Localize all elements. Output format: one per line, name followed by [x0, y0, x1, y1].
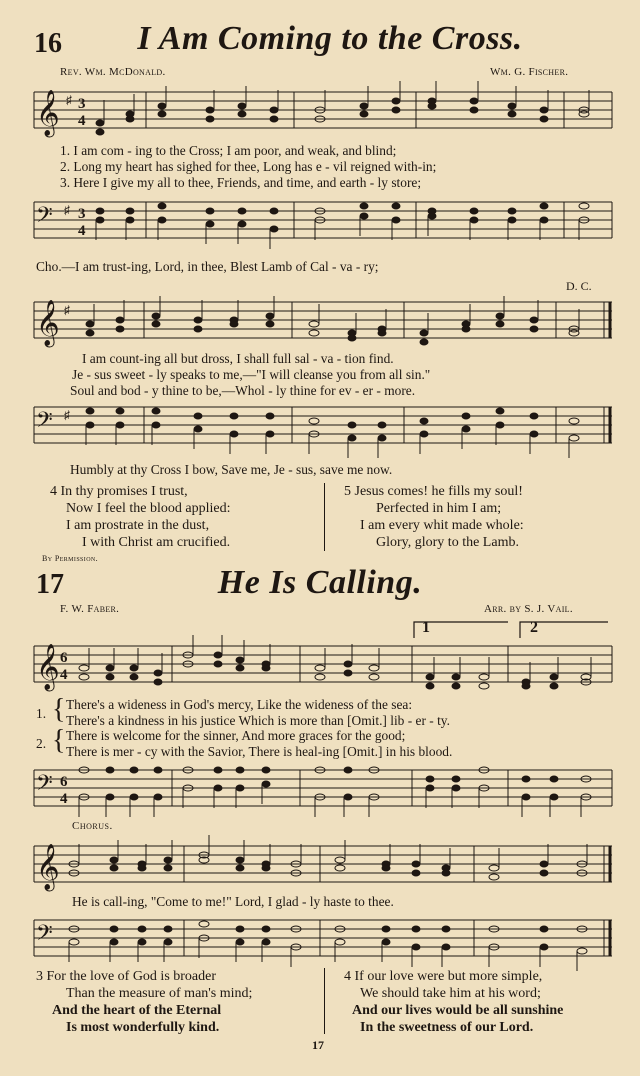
hymn-16-verse-5-line-1: 5 Jesus comes! he fills my soul!: [344, 484, 523, 499]
svg-text:4: 4: [78, 113, 86, 129]
svg-text:♯: ♯: [64, 408, 70, 422]
hymn-17-chorus-label: Chorus.: [72, 820, 113, 832]
hymn-17-author: F. W. Faber.: [60, 603, 120, 615]
hymn-16-title: I Am Coming to the Cross.: [137, 20, 523, 57]
svg-text:6: 6: [60, 774, 68, 790]
hymn-17-composer: Arr. by S. J. Vail.: [484, 603, 573, 615]
svg-text:3: 3: [78, 206, 86, 222]
hymn-17-verse-3-line-2: Than the measure of man's mind;: [66, 986, 253, 1001]
hymn-16-verse-5-line-2: Perfected in him I am;: [376, 501, 502, 516]
svg-text:♯: ♯: [66, 93, 72, 107]
hymn-17-lyric-line-1: There's a wideness in God's mercy, Like the wideness of the sea:: [66, 697, 413, 712]
hymn-16-system-2-bass-staff: [34, 405, 612, 451]
hymn-17-verse-3-line-1: 3 For the love of God is broader: [36, 969, 217, 984]
hymn-16-system-2-verse-2: Je - sus sweet - ly speaks to me,—"I will cleanse you from all sin.": [72, 367, 431, 382]
hymn-17-verse-3-line-4: Is most wonderfully kind.: [66, 1020, 220, 1035]
svg-text:♯: ♯: [64, 203, 70, 217]
svg-text:4: 4: [60, 667, 68, 683]
svg-text:3: 3: [78, 96, 86, 112]
hymn-17-second-ending: 2: [530, 619, 538, 636]
hymn-16-verse-4-line-2: Now I feel the blood applied:: [66, 501, 231, 516]
hymn-16-system-1-treble-staff: [34, 90, 612, 136]
hymn-16-verse-5-line-4: Glory, glory to the Lamb.: [376, 535, 519, 550]
svg-text:𝄞: 𝄞: [36, 300, 60, 346]
hymn-17-verse-1-brace: {: [52, 694, 66, 725]
hymn-16-system-2-verse-1: I am count-ing all but dross, I shall full sal - va - tion find.: [82, 351, 394, 366]
hymn-17-chorus-bass-staff: [34, 918, 612, 964]
hymn-16-dc-mark: D. C.: [566, 279, 592, 293]
hymn-16-verse-divider: [324, 483, 325, 551]
hymn-17-verse-4-line-2: We should take him at his word;: [360, 986, 541, 1001]
hymn-17-first-ending: 1: [422, 619, 430, 636]
hymn-17-system-1-bass-staff: [34, 768, 612, 814]
hymn-17-chorus-lyric: He is call-ing, "Come to me!" Lord, I glad - ly haste to thee.: [72, 894, 394, 909]
hymn-16-system-2-treble-staff: [34, 300, 612, 346]
hymn-17-ending-brackets: [412, 618, 612, 640]
hymn-16-verse-5-line-3: I am every whit made whole:: [360, 518, 524, 533]
hymn-16-verse-4: [50, 483, 230, 551]
svg-text:𝄢: 𝄢: [36, 203, 53, 233]
hymn-16-system-2-verse-3: Soul and bod - y thine to be,—Whol - ly thine for ev - er - more.: [70, 383, 416, 398]
hymn-17-verse-3-line-3: And the heart of the Eternal: [52, 1003, 222, 1018]
hymn-17-verse-divider: [324, 968, 325, 1034]
hymn-17-title: He Is Calling.: [217, 564, 423, 601]
hymn-17-verse-3: [36, 968, 252, 1036]
svg-text:𝄢: 𝄢: [36, 921, 53, 951]
hymn-16-verse-4-line-4: I with Christ am crucified.: [82, 535, 231, 550]
hymn-17-verse-1-mark: 1.: [36, 706, 47, 721]
hymn-17-verse-4-line-4: In the sweetness of our Lord.: [360, 1020, 534, 1035]
svg-text:𝄞: 𝄞: [36, 844, 60, 890]
hymn-17-chorus-treble-staff: [34, 844, 612, 890]
hymn-17-lyric-line-2: There's a kindness in his justice Which is more than [Omit.] lib - er - ty.: [66, 713, 450, 728]
hymn-17-system-1-treble-staff: [34, 644, 612, 690]
hymn-17-verse-2-brace: {: [52, 725, 66, 756]
hymn-17-number: 17: [36, 569, 64, 600]
hymn-16-verse-2-line: 2. Long my heart has sighed for thee, Long has e - vil reigned with-in;: [60, 159, 437, 174]
hymn-16-chorus-line-2: Humbly at thy Cross I bow, Save me, Je - sus, save me now.: [70, 462, 393, 477]
hymn-17-lyric-line-4: There is mer - cy with the Savior, There is heal-ing [Omit.] in his blood.: [66, 744, 453, 759]
hymn-16-verse-4-line-3: I am prostrate in the dust,: [66, 518, 210, 533]
hymn-16-author: Rev. Wm. McDonald.: [60, 66, 166, 78]
svg-text:4: 4: [78, 223, 86, 239]
hymn-16-composer: Wm. G. Fischer.: [490, 66, 569, 78]
page-number: 17: [312, 1038, 324, 1052]
hymn-17-lyric-line-3: There is welcome for the sinner, And more graces for the good;: [66, 728, 406, 743]
hymn-17-verse-4-line-1: 4 If our love were but more simple,: [344, 969, 543, 984]
svg-text:𝄢: 𝄢: [36, 408, 53, 438]
hymn-16-number: 16: [34, 28, 62, 59]
hymn-17-verse-2-mark: 2.: [36, 736, 47, 751]
svg-text:𝄞: 𝄞: [36, 90, 60, 136]
svg-text:𝄢: 𝄢: [36, 771, 53, 801]
hymn-16-verse-5: [344, 483, 524, 551]
svg-text:6: 6: [60, 650, 68, 666]
svg-text:♯: ♯: [64, 303, 70, 317]
hymn-16-chorus-line-1: Cho.—I am trust-ing, Lord, in thee, Blest Lamb of Cal - va - ry;: [36, 259, 379, 274]
hymn-16-verse-1-line: 1. I am com - ing to the Cross; I am poor, and weak, and blind;: [60, 143, 397, 158]
svg-text:4: 4: [60, 791, 68, 807]
permission-notice: By Permission.: [42, 554, 99, 563]
hymn-16-system-1-bass-staff: [34, 200, 612, 246]
svg-text:𝄞: 𝄞: [36, 644, 60, 690]
hymn-16-verse-4-line-1: 4 In thy promises I trust,: [50, 484, 188, 499]
hymn-17-verse-4: [344, 968, 563, 1036]
hymn-17-verse-4-line-3: And our lives would be all sunshine: [352, 1003, 564, 1018]
hymn-16-verse-3-line: 3. Here I give my all to thee, Friends, and time, and earth - ly store;: [60, 175, 422, 190]
